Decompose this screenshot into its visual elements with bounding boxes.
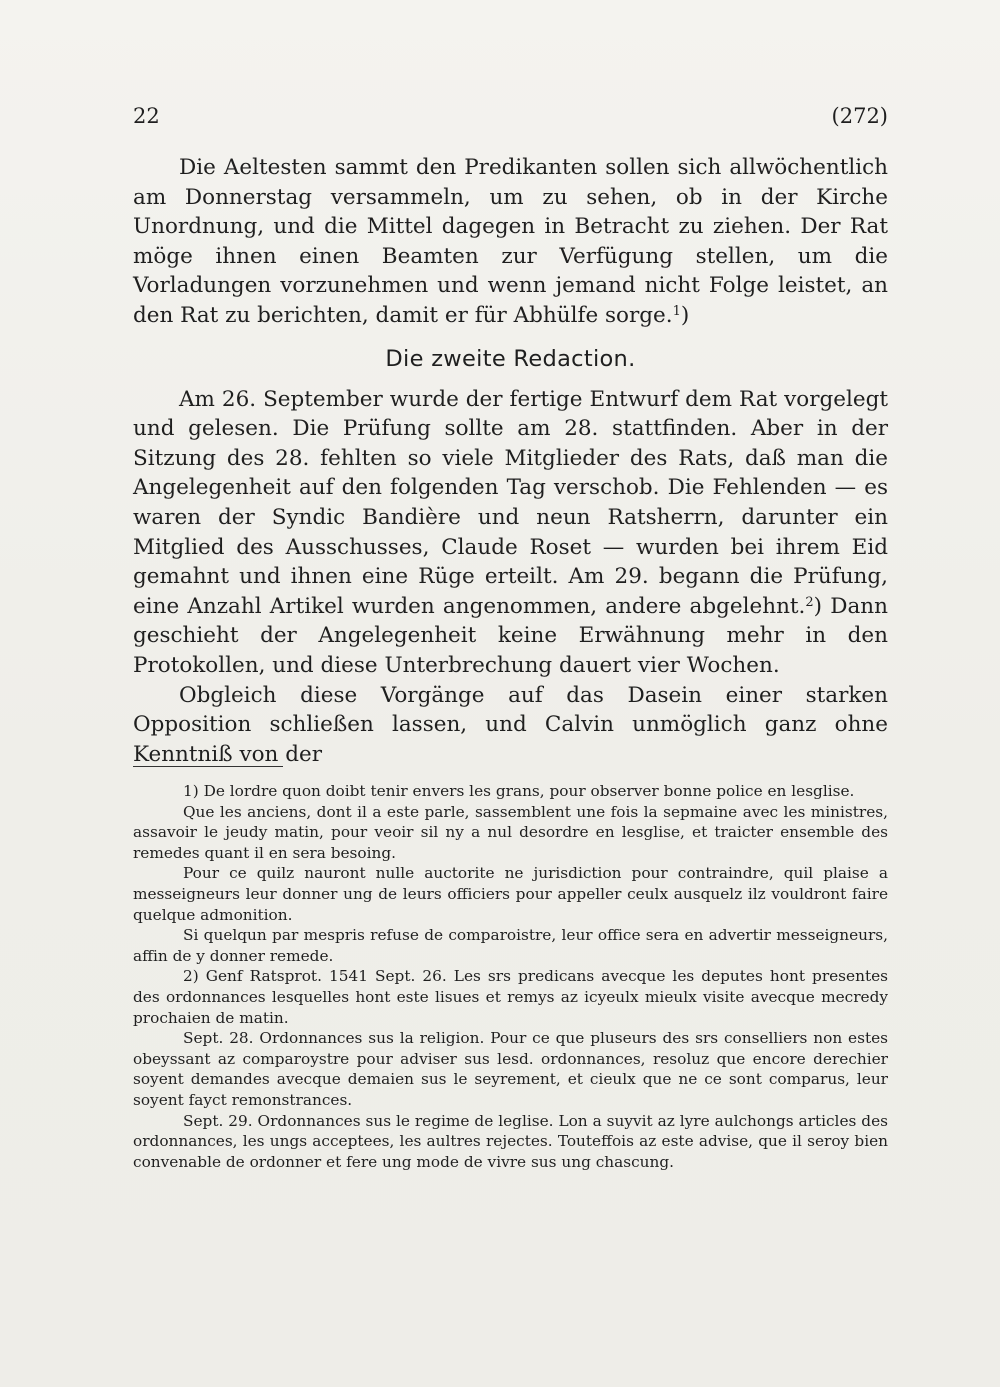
footnote-1-line-3: Pour ce quilz nauront nulle auctorite ne jurisdiction pour contraindre, quil plaise a messeigneurs leur donner ung de leurs officiers pour appeller ceulx ausquelz ilz vouldront faire quelque admonition. xyxy=(133,864,888,924)
footnote-divider xyxy=(133,766,283,767)
paragraph-2-text-b: ) Dann geschieht der Angelegenheit keine Erwähnung mehr in den Protokollen, und diese Unterbrechung dauert vier Wochen. xyxy=(133,593,888,678)
paragraph-1 xyxy=(133,153,888,331)
page-number-right: (272) xyxy=(831,104,888,128)
footnote-ref-1-close: ) xyxy=(680,302,690,328)
footnote-ref-1: 1 xyxy=(672,303,681,319)
footnote-1-line-1: 1) De lordre quon doibt tenir envers les grans, pour observer bonne police en lesglise. xyxy=(183,782,855,800)
main-text xyxy=(133,153,888,769)
footnote-ref-2: 2 xyxy=(805,594,814,610)
paragraph-3: Obgleich diese Vorgänge auf das Dasein einer starken Opposition schließen lassen, und Calvin unmöglich ganz ohne Kenntniß von der xyxy=(133,682,888,767)
footnotes xyxy=(133,781,888,1172)
section-heading: Die zweite Redaction. xyxy=(385,345,636,372)
paragraph-2 xyxy=(133,385,888,681)
paragraph-1-text: Die Aeltesten sammt den Predikanten sollen sich allwöchentlich am Donnerstag versammeln, um zu sehen, ob in der Kirche Unordnung, und die Mittel dagegen in Betracht zu ziehen. Der Rat möge ihnen einen Beamten zur Verfügung stellen, um die Vorladungen vorzunehmen und wenn jemand nicht Folge leistet, an den Rat zu berichten, damit er für Abhülfe sorge. xyxy=(133,155,888,328)
running-header xyxy=(133,104,888,134)
footnote-1-line-2: Que les anciens, dont il a este parle, sassemblent une fois la sepmaine avec les ministres, assavoir le jeudy matin, pour veoir sil ny a nul desordre en lesglise, et traicter ensemble des remedes quant il en sera besoing. xyxy=(133,802,888,862)
footnote-2-line-1: 2) Genf Ratsprot. 1541 Sept. 26. Les srs predicans avecque les deputes hont presentes des ordonnances lesquelles hont este lisues et remys az icyeulx mieulx visite avecque mecredy prochaien de matin. xyxy=(133,967,888,1027)
footnote-1-line-4: Si quelqun par mespris refuse de comparoistre, leur office sera en advertir messeigneurs, affin de y donner remede. xyxy=(133,926,888,965)
footnote-2-line-2: Sept. 28. Ordonnances sus la religion. Pour ce que pluseurs des srs conselliers non estes obeyssant az comparoystre pour adviser sus lesd. ordonnances, resoluz que encore derechier soyent demandes avecque demaien sus le seyrement, et cieulx que ne ce sont comparus, leur soyent fayct remonstrances. xyxy=(133,1029,888,1109)
footnote-2-line-3: Sept. 29. Ordonnances sus le regime de leglise. Lon a suyvit az lyre aulchongs articles des ordonnances, les ungs acceptees, les aultres rejectes. Touteffois az este advise, que il seroy bien convenable de ordonner et fere ung mode de vivre sus ung chascung. xyxy=(133,1111,888,1171)
paragraph-2-text-a: Am 26. September wurde der fertige Entwurf dem Rat vorgelegt und gelesen. Die Prüfung sollte am 28. stattfinden. Aber in der Sitzung des 28. fehlten so viele Mitglieder des Rats, daß man die Angelegenheit auf den folgenden Tag verschob. Die Fehlenden — es waren der Syndic Bandière und neun Ratsherrn, darunter ein Mitglied des Ausschusses, Claude Roset — wurden bei ihrem Eid gemahnt und ihnen eine Rüge erteilt. Am 29. begann die Prüfung, eine Anzahl Artikel wurden angenommen, andere abgelehnt. xyxy=(133,386,888,619)
page-number-left: 22 xyxy=(133,104,160,128)
